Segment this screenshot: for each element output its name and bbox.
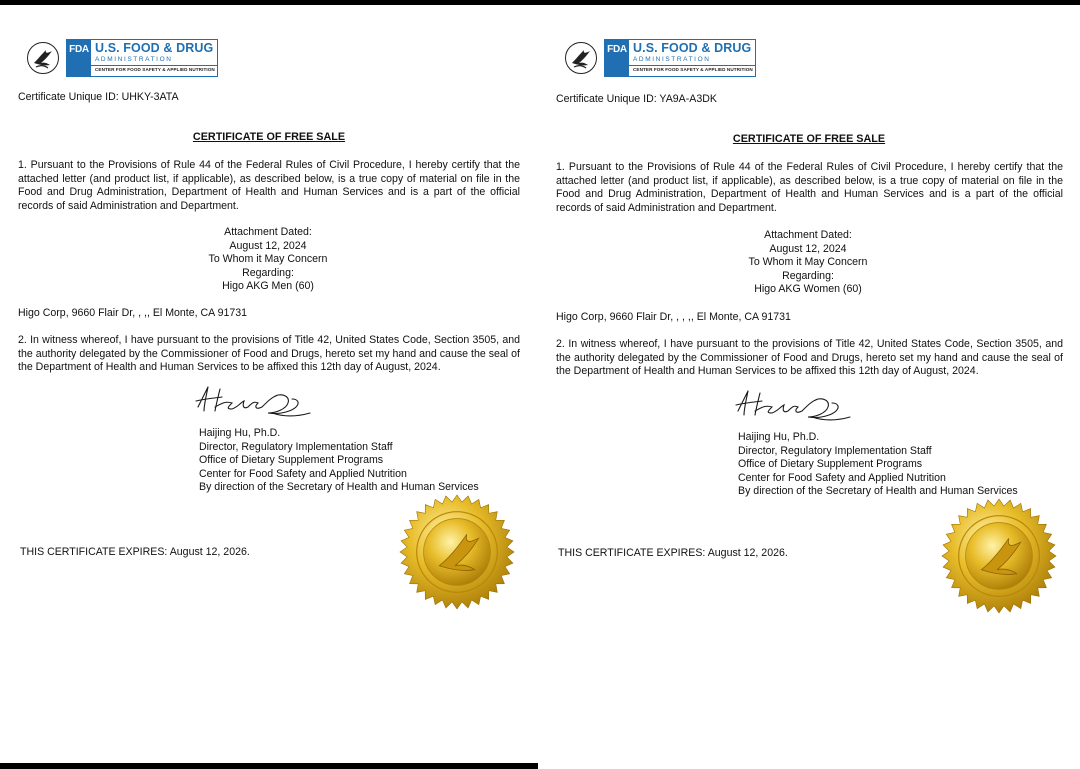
attachment-block (700, 229, 916, 297)
attachment-recipient: To Whom it May Concern (748, 256, 868, 269)
company-address: Higo Corp, 9660 Flair Dr, , ,, El Monte, CA 91731 (18, 307, 248, 319)
certificate-page-left (0, 5, 538, 763)
fda-wordmark (66, 39, 218, 77)
signatory-name: Haijing Hu, Ph.D. (199, 427, 281, 439)
fda-logo (564, 39, 756, 77)
signatory-name: Haijing Hu, Ph.D. (738, 431, 820, 443)
attachment-dated-label: Attachment Dated: (764, 229, 852, 241)
certificate-page-right (538, 5, 1080, 769)
attachment-dated-label: Attachment Dated: (224, 226, 312, 238)
paragraph-1: 1. Pursuant to the Provisions of Rule 44 of the Federal Rules of Civil Procedure, I hereby certify that the attached letter (and product list, if applicable), as described below, is a true copy of material on file in the Food and Drug Administration, Department of Health and Human Services and is a part of the official records of said Administration and Department. (556, 161, 1063, 214)
attachment-regarding-label: Regarding: (782, 269, 834, 282)
signatory-title: Director, Regulatory Implementation Staff (738, 444, 932, 457)
signature-image (192, 377, 322, 422)
certificate-title: CERTIFICATE OF FREE SALE (192, 131, 346, 143)
certificate-unique-id: Certificate Unique ID: UHKY-3ATA (18, 91, 179, 103)
attachment-block (160, 226, 376, 294)
hhs-eagle-icon (26, 41, 60, 75)
signatory-office: Office of Dietary Supplement Programs (199, 454, 384, 467)
gold-seal-image (940, 497, 1058, 615)
fda-mark: FDA (605, 40, 629, 76)
signatory-center: Center for Food Safety and Applied Nutrition (738, 471, 946, 484)
attachment-regarding-label: Regarding: (242, 266, 294, 279)
signature-image (732, 381, 862, 426)
hhs-eagle-icon (564, 41, 598, 75)
certificate-unique-id: Certificate Unique ID: YA9A-A3DK (556, 93, 717, 105)
expiration-notice: THIS CERTIFICATE EXPIRES: August 12, 2026. (20, 546, 250, 558)
attachment-date: August 12, 2024 (229, 239, 307, 252)
signatory-office: Office of Dietary Supplement Programs (738, 458, 923, 471)
signatory-direction: By direction of the Secretary of Health and Human Services (199, 481, 479, 494)
signatory-center: Center for Food Safety and Applied Nutrition (199, 467, 407, 480)
fda-name: U.S. FOOD & DRUG (95, 41, 214, 55)
company-address: Higo Corp, 9660 Flair Dr, , , ,, El Monte, CA 91731 (556, 311, 791, 323)
fda-center: CENTER FOR FOOD SAFETY & APPLIED NUTRITION (629, 65, 755, 74)
fda-mark: FDA (67, 40, 91, 76)
attachment-product: Higo AKG Women (60) (754, 283, 862, 296)
paragraph-2: 2. In witness whereof, I have pursuant to the provisions of Title 42, United States Code, Section 3505, and the authority delegated by the Commissioner of Food and Drugs, hereto set my hand and cause the seal of the Department of Health and Human Services to be affixed this 12th day of August, 2024. (18, 334, 520, 374)
fda-administration: ADMINISTRATION (95, 56, 173, 63)
paragraph-1: 1. Pursuant to the Provisions of Rule 44 of the Federal Rules of Civil Procedure, I hereby certify that the attached letter (and product list, if applicable), as described below, is a true copy of material on file in the Food and Drug Administration, Department of Health and Human Services and is a part of the official records of said Administration and Department. (18, 159, 520, 212)
signatory-block (199, 427, 479, 495)
signatory-block (738, 431, 1018, 499)
attachment-recipient: To Whom it May Concern (208, 253, 328, 266)
fda-administration: ADMINISTRATION (633, 56, 711, 63)
signatory-direction: By direction of the Secretary of Health and Human Services (738, 485, 1018, 498)
gold-seal-image (398, 493, 516, 611)
attachment-date: August 12, 2024 (769, 242, 847, 255)
expiration-notice: THIS CERTIFICATE EXPIRES: August 12, 2026. (558, 547, 788, 559)
fda-wordmark (604, 39, 756, 77)
fda-name: U.S. FOOD & DRUG (633, 41, 752, 55)
certificate-title: CERTIFICATE OF FREE SALE (732, 133, 886, 145)
signatory-title: Director, Regulatory Implementation Staff (199, 440, 393, 453)
fda-logo (26, 39, 218, 77)
fda-center: CENTER FOR FOOD SAFETY & APPLIED NUTRITION (91, 65, 217, 74)
paragraph-2: 2. In witness whereof, I have pursuant to the provisions of Title 42, United States Code, Section 3505, and the authority delegated by the Commissioner of Food and Drugs, hereto set my hand and cause the seal of the Department of Health and Human Services to be affixed this 12th day of August, 2024. (556, 338, 1063, 378)
attachment-product: Higo AKG Men (60) (222, 280, 314, 293)
